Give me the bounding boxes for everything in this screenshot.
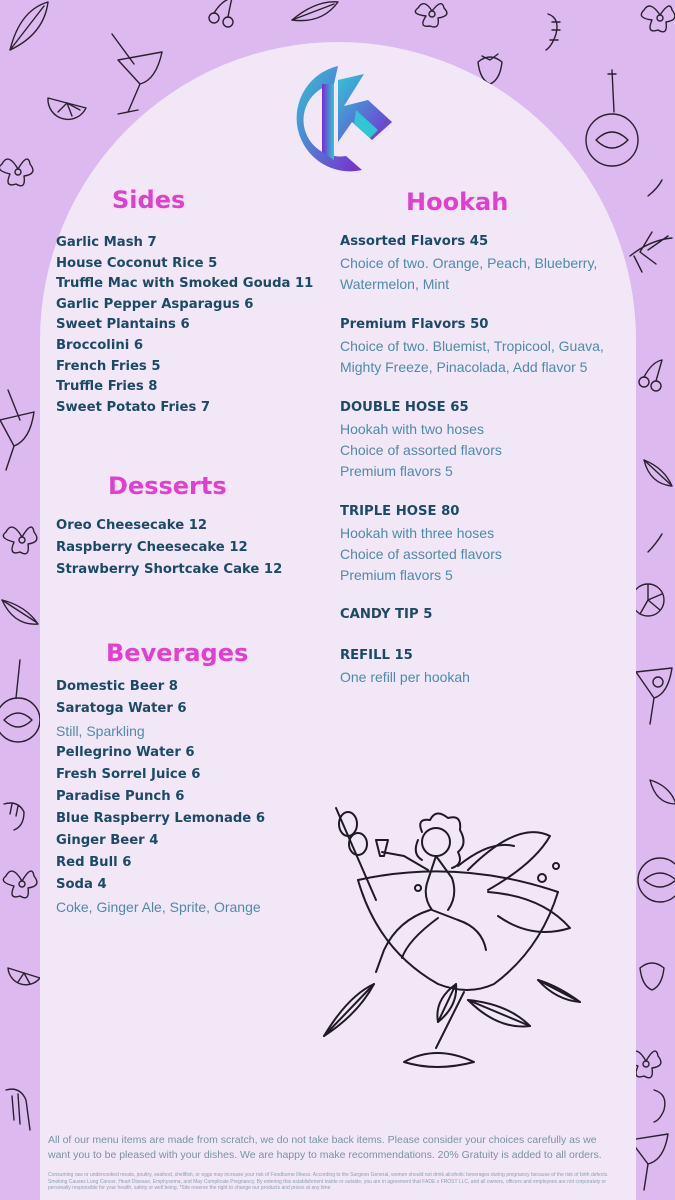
- hookah-description: Watermelon, Mint: [340, 276, 450, 292]
- footer-notice: [48, 1133, 628, 1163]
- beverage-item: Saratoga Water 6: [56, 701, 187, 716]
- pasta-icon: [0, 660, 40, 742]
- beverage-item: Ginger Beer 4: [56, 833, 159, 848]
- footer-line: All of our menu items are made from scratch, we do not take back items. Please consider your choices carefully as we: [48, 1134, 597, 1146]
- shrimp-icon: [654, 1090, 665, 1122]
- brand-logo: [282, 60, 394, 178]
- sides-item: Garlic Mash 7: [56, 235, 157, 250]
- beverage-item: Paradise Punch 6: [56, 789, 185, 804]
- shrimp-icon: [4, 803, 24, 830]
- hookah-description: Premium flavors 5: [340, 463, 453, 479]
- sides-item: Sweet Potato Fries 7: [56, 399, 211, 415]
- hookah-item: TRIPLE HOSE 80: [340, 504, 460, 519]
- leaf-icon: [650, 780, 675, 804]
- leaf-icon: [10, 2, 48, 50]
- beverage-item: Blue Raspberry Lemonade 6: [56, 811, 266, 826]
- shrimp-icon: [546, 14, 560, 50]
- hookah-item: Assorted Flavors 45: [340, 234, 489, 249]
- hookah-description: Choice of two. Orange, Peach, Blueberry,: [340, 255, 598, 271]
- sides-item: Broccolini 6: [56, 338, 144, 353]
- lemon-slice-icon: [48, 98, 86, 119]
- hookah-description: One refill per hookah: [340, 669, 470, 685]
- flower-icon: [641, 6, 675, 32]
- hookah-item: DOUBLE HOSE 65: [340, 400, 469, 415]
- hookah-item: CANDY TIP 5: [340, 607, 433, 622]
- disclaimer-line: Smoking Causes Lung Cancer, Heart Disease, Emphysema, and May Complicate Pregnancy. By entering this establishment inside or outside, you are in agreement that FADE x FROST LLC, and all owners, officers and employees are not corporately or: [48, 1178, 607, 1185]
- cherries-icon: [639, 360, 662, 391]
- disclaimer-line: personally responsible for your health, safety or well being. *Site reserve the right to change our products and prices at any time: [48, 1185, 331, 1191]
- beverage-description: Coke, Ginger Ale, Sprite, Orange: [56, 899, 261, 915]
- cocktail-woman-illustration: [318, 800, 586, 1070]
- pasta-icon: [638, 858, 675, 902]
- beverages-title: Beverages: [106, 639, 249, 667]
- dessert-item: Oreo Cheesecake 12: [56, 518, 208, 533]
- hookah-item: REFILL 15: [340, 648, 413, 663]
- leaf-icon: [292, 2, 338, 21]
- leaf-icon: [2, 600, 38, 624]
- leaf-icon: [644, 460, 672, 486]
- desserts-title: Desserts: [108, 472, 227, 500]
- beverage-item: Domestic Beer 8: [56, 679, 178, 694]
- hookah-description: Choice of assorted flavors: [340, 442, 502, 458]
- beverage-item: Pellegrino Water 6: [56, 745, 195, 760]
- strawberry-icon: [640, 963, 664, 990]
- sides-item: Garlic Pepper Asparagus 6: [56, 296, 254, 312]
- sides-item: House Coconut Rice 5: [56, 255, 218, 271]
- beverage-item: Fresh Sorrel Juice 6: [56, 767, 201, 782]
- lemon-slice-icon: [8, 968, 40, 985]
- lemon-slice-icon: [632, 584, 664, 616]
- sides-item: Truffle Mac with Smoked Gouda 11: [56, 276, 314, 292]
- sides-title: Sides: [112, 186, 186, 214]
- footer-line: want you to be pleased with your dishes. We are happy to make recommendations. 20% Gratuity is added to all orders.: [48, 1149, 602, 1161]
- hookah-description: Hookah with three hoses: [340, 525, 495, 541]
- beverage-item: Soda 4: [56, 877, 107, 892]
- hookah-title: Hookah: [406, 188, 509, 216]
- hookah-description: Choice of two. Bluemist, Tropicool, Guava,: [340, 338, 604, 354]
- hookah-description: Premium flavors 5: [340, 567, 453, 583]
- beverage-description: Still, Sparkling: [56, 723, 145, 739]
- palm-leaf-icon: [630, 232, 672, 272]
- footer-disclaimer: [48, 1172, 628, 1192]
- chili-icon: [648, 180, 662, 196]
- sides-item: Sweet Plantains 6: [56, 317, 190, 333]
- cocktail-icon: [0, 390, 34, 470]
- dessert-item: Raspberry Cheesecake 12: [56, 540, 248, 555]
- beverage-item: Red Bull 6: [56, 855, 132, 870]
- hookah-description: Choice of assorted flavors: [340, 546, 502, 562]
- flower-icon: [3, 527, 37, 554]
- pasta-icon: [586, 70, 638, 166]
- flower-icon: [0, 159, 33, 186]
- cocktail-icon: [112, 34, 162, 114]
- sides-item: French Fries 5: [56, 358, 161, 374]
- chili-icon: [648, 534, 662, 552]
- cocktail-icon: [636, 668, 672, 724]
- cherries-icon: [209, 0, 233, 27]
- flower-icon: [3, 871, 37, 898]
- disclaimer-line: Consuming raw or undercooked meats, poultry, seafood, shellfish, or eggs may increase your risk of Foodborne Illness. According to the Surgeon General, women should not drink alcoholic beverages during pregnancy because of the risk of birth defects.: [48, 1172, 609, 1178]
- hookah-item: Premium Flavors 50: [340, 317, 489, 332]
- hand-icon: [6, 1089, 30, 1130]
- hookah-description: Hookah with two hoses: [340, 421, 484, 437]
- sides-item: Truffle Fries 8: [56, 379, 158, 395]
- hookah-description: Mighty Freeze, Pinacolada, Add flavor 5: [340, 359, 588, 375]
- dessert-item: Strawberry Shortcake Cake 12: [56, 562, 283, 577]
- flower-icon: [415, 4, 447, 27]
